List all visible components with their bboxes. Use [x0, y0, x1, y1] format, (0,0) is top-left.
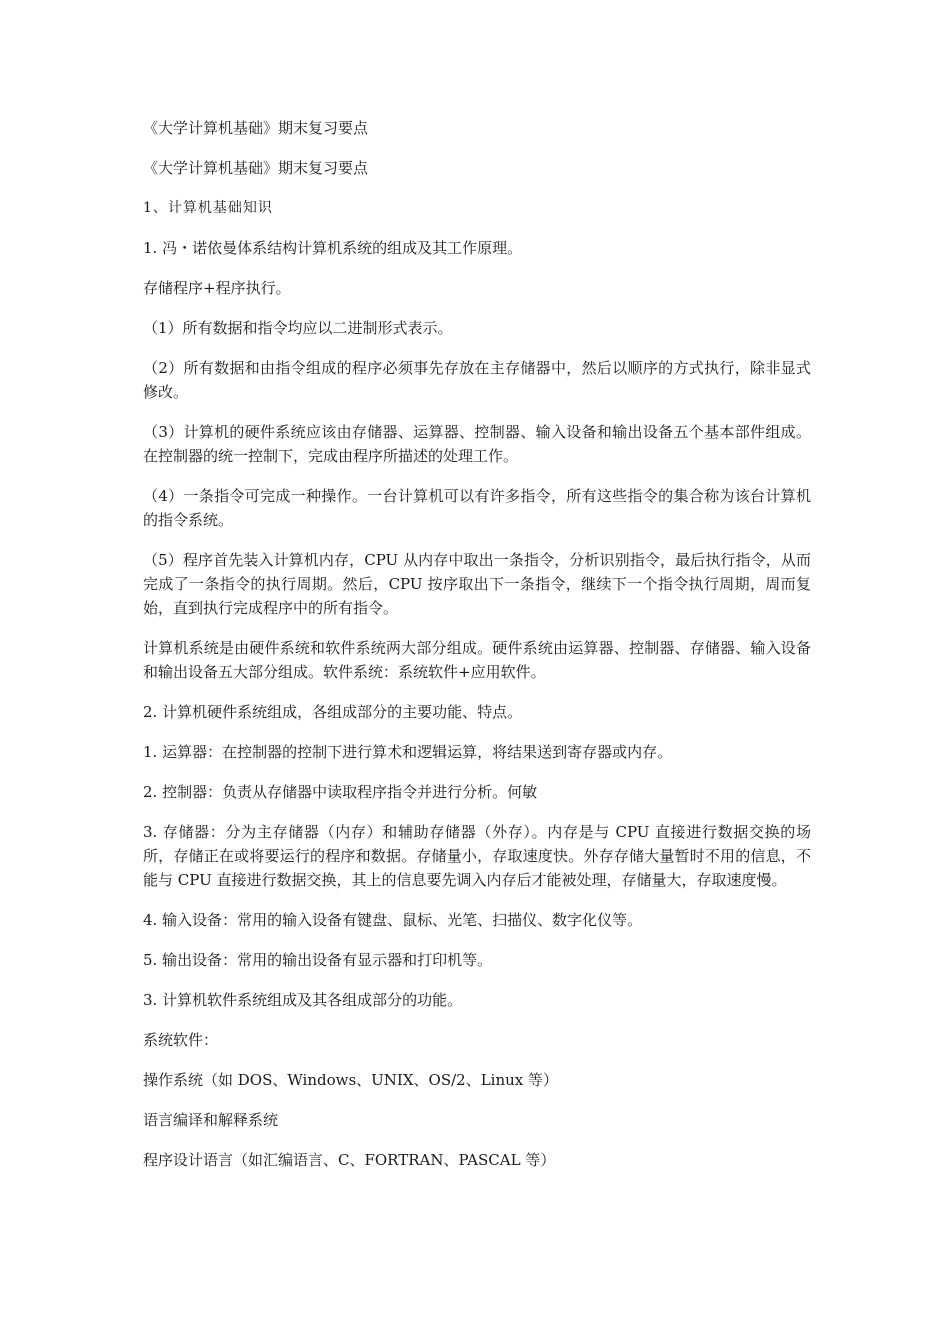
paragraph: 2. 计算机硬件系统组成，各组成部分的主要功能、特点。: [143, 703, 523, 721]
paragraph: 4. 输入设备：常用的输入设备有键盘、鼠标、光笔、扫描仪、数字化仪等。: [143, 911, 643, 929]
paragraph: 1. 运算器：在控制器的控制下进行算术和逻辑运算，将结果送到寄存器或内存。: [143, 743, 673, 761]
document-page: [143, 116, 811, 1188]
paragraph: 1. 冯・诺依曼体系结构计算机系统的组成及其工作原理。: [143, 239, 523, 257]
paragraph: 2. 控制器：负责从存储器中读取程序指令并进行分析。何敏: [143, 783, 538, 801]
document-subtitle: 《大学计算机基础》期末复习要点: [143, 159, 369, 177]
paragraph: 5. 输出设备：常用的输出设备有显示器和打印机等。: [143, 951, 493, 969]
paragraph: 计算机系统是由硬件系统和软件系统两大部分组成。硬件系统由运算器、控制器、存储器、输入设备和输出设备五大部分组成。软件系统：系统软件+应用软件。: [143, 639, 811, 681]
paragraph: 3. 计算机软件系统组成及其各组成部分的功能。: [143, 991, 463, 1009]
paragraph: 系统软件：: [143, 1031, 219, 1049]
paragraph: （1）所有数据和指令均应以二进制形式表示。: [143, 319, 453, 337]
paragraph: 操作系统（如 DOS、Windows、UNIX、OS/2、Linux 等）: [143, 1071, 558, 1089]
document-title: 《大学计算机基础》期末复习要点: [143, 119, 369, 137]
paragraph: （3）计算机的硬件系统应该由存储器、运算器、控制器、输入设备和输出设备五个基本部件组成。在控制器的统一控制下，完成由程序所描述的处理工作。: [143, 423, 811, 465]
paragraph: 语言编译和解释系统: [143, 1111, 279, 1129]
section-heading: 1、计算机基础知识: [143, 200, 273, 216]
paragraph: 3. 存储器：分为主存储器（内存）和辅助存储器（外存）。内存是与 CPU 直接进行数据交换的场所，存储正在或将要运行的程序和数据。存储量小，存取速度快。外存存储大量暂时不用的信息，不能与 CPU 直接进行数据交换，其上的信息要先调入内存后才能被处理，存储量大，存取速度慢。: [143, 823, 811, 889]
paragraph: 存储程序+程序执行。: [143, 279, 291, 297]
paragraph: 程序设计语言（如汇编语言、C、FORTRAN、PASCAL 等）: [143, 1151, 556, 1169]
paragraph: （5）程序首先装入计算机内存，CPU 从内存中取出一条指令，分析识别指令，最后执行指令，从而完成了一条指令的执行周期。然后，CPU 按序取出下一条指令，继续下一个指令执行周期，周而复始，直到执行完成程序中的所有指令。: [143, 551, 811, 617]
paragraph: （2）所有数据和由指令组成的程序必须事先存放在主存储器中，然后以顺序的方式执行，除非显式修改。: [143, 359, 811, 401]
paragraph: （4）一条指令可完成一种操作。一台计算机可以有许多指令，所有这些指令的集合称为该台计算机的指令系统。: [143, 487, 811, 529]
